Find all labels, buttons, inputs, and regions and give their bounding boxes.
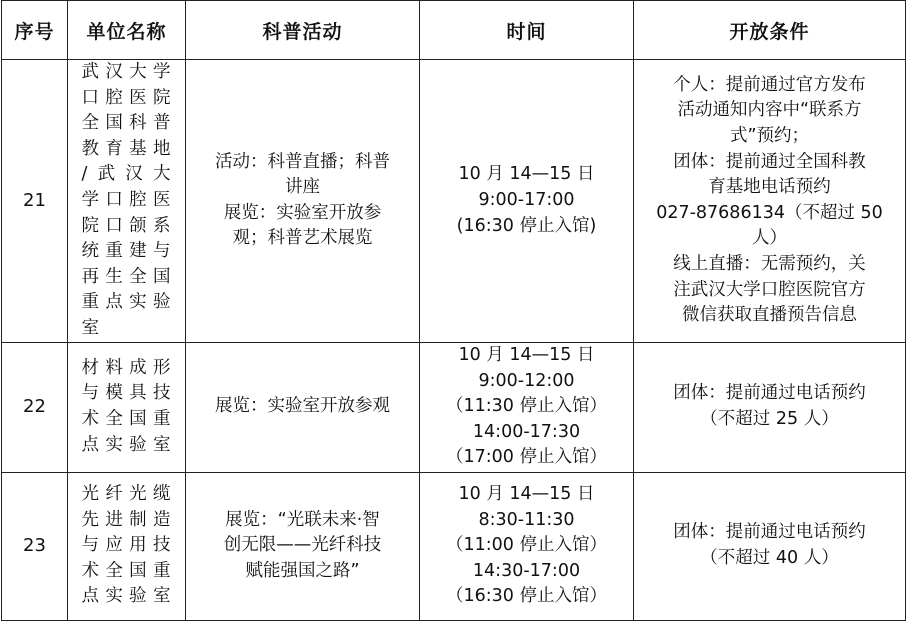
cell-unit-line: 口腔医院 — [81, 87, 172, 108]
cell-unit-line: 材料成形 — [81, 357, 172, 378]
cell-unit-line: 学口腔医 — [81, 189, 172, 210]
cell-time — [420, 60, 634, 343]
cell-conditions-line: 注武汉大学口腔医院官方 — [673, 279, 866, 300]
open-venues-table — [1, 0, 906, 621]
cell-unit-line: 与模具技 — [81, 383, 172, 404]
cell-unit-line: /武汉大 — [81, 164, 172, 185]
cell-activity — [186, 342, 420, 472]
cell-unit-line: 点实验室 — [81, 586, 172, 607]
cell-time-line: 14:00-17:30 — [472, 421, 581, 442]
cell-activity-line: 创无限——光纤科技 — [223, 535, 382, 556]
cell-conditions — [634, 60, 906, 343]
cell-time-line: （16:30 停止入馆） — [446, 586, 607, 607]
cell-unit-line: 院口颌系 — [81, 215, 172, 236]
cell-activity — [186, 472, 420, 620]
header-time: 时间 — [420, 1, 634, 60]
header-no: 序号 — [2, 1, 68, 60]
cell-unit-line: 重点实验 — [81, 292, 172, 313]
header-row — [2, 1, 906, 60]
cell-activity-line: 活动：科普直播；科普 — [215, 151, 390, 172]
cell-conditions-line: （不超过 40 人） — [700, 548, 839, 569]
cell-conditions-line: 团体：提前通过全国科教 — [673, 151, 866, 172]
cell-unit-line: 再生全国 — [81, 266, 172, 287]
cell-time-line: （17:00 停止入馆） — [446, 447, 607, 468]
cell-unit — [68, 60, 186, 343]
cell-time-line: 10 月 14—15 日 — [458, 164, 595, 185]
cell-time-line: 10 月 14—15 日 — [458, 345, 595, 366]
cell-activity — [186, 60, 420, 343]
cell-unit-line: 全国科普 — [81, 113, 172, 134]
cell-conditions-line: 人） — [752, 228, 787, 249]
cell-time — [420, 342, 634, 472]
cell-no: 22 — [2, 342, 68, 472]
cell-conditions-line: 活动通知内容中“联系方 — [677, 100, 862, 121]
table-row — [2, 342, 906, 472]
header-activity: 科普活动 — [186, 1, 420, 60]
cell-no: 21 — [2, 60, 68, 343]
cell-unit-line: 点实验室 — [81, 434, 172, 455]
cell-time-line: （11:00 停止入馆） — [446, 535, 607, 556]
cell-activity-line: 观；科普艺术展览 — [232, 228, 373, 249]
cell-activity-line: 讲座 — [285, 177, 320, 198]
cell-activity-line: 展览：实验室开放参 — [223, 202, 382, 223]
cell-conditions-line: 个人：提前通过官方发布 — [673, 74, 866, 95]
cell-unit-line: 与应用技 — [81, 535, 172, 556]
cell-time-line: 9:00-17:00 — [478, 189, 575, 210]
cell-conditions-line: 团体：提前通过电话预约 — [673, 522, 866, 543]
header-conditions: 开放条件 — [634, 1, 906, 60]
cell-time-line: 10 月 14—15 日 — [458, 484, 595, 505]
cell-conditions-line: （不超过 25 人） — [700, 409, 839, 430]
cell-activity-line: 展览：“光联未来·智 — [225, 509, 380, 530]
cell-conditions-line: 团体：提前通过电话预约 — [673, 383, 866, 404]
cell-activity-line: 赋能强国之路” — [245, 560, 360, 581]
cell-unit-line: 统重建与 — [81, 241, 172, 262]
cell-unit-line: 术全国重 — [81, 409, 172, 430]
table-row — [2, 472, 906, 620]
cell-unit-line: 教育基地 — [81, 138, 172, 159]
cell-unit — [68, 472, 186, 620]
table-row — [2, 60, 906, 343]
cell-activity-line: 展览：实验室开放参观 — [215, 396, 390, 417]
cell-conditions-line: 育基地电话预约 — [708, 177, 831, 198]
cell-unit-line: 术全国重 — [81, 560, 172, 581]
cell-unit-line: 室 — [81, 317, 100, 338]
header-unit: 单位名称 — [68, 1, 186, 60]
cell-conditions-line: 027-87686134（不超过 50 — [656, 202, 883, 223]
cell-conditions-line: 微信获取直播预告信息 — [682, 305, 857, 326]
cell-unit-line: 光纤光缆 — [81, 484, 172, 505]
cell-time-line: (16:30 停止入馆) — [456, 215, 597, 236]
cell-conditions — [634, 472, 906, 620]
cell-time-line: 8:30-11:30 — [478, 509, 575, 530]
cell-time-line: （11:30 停止入馆） — [446, 396, 607, 417]
cell-no: 23 — [2, 472, 68, 620]
cell-conditions-line: 式”预约； — [729, 125, 810, 146]
cell-time-line: 9:00-12:00 — [478, 370, 575, 391]
cell-unit-line: 先进制造 — [81, 509, 172, 530]
cell-unit — [68, 342, 186, 472]
cell-conditions-line: 线上直播：无需预约，关 — [673, 253, 866, 274]
cell-conditions — [634, 342, 906, 472]
cell-time-line: 14:30-17:00 — [472, 560, 581, 581]
cell-unit-line: 武汉大学 — [81, 62, 172, 82]
cell-time — [420, 472, 634, 620]
